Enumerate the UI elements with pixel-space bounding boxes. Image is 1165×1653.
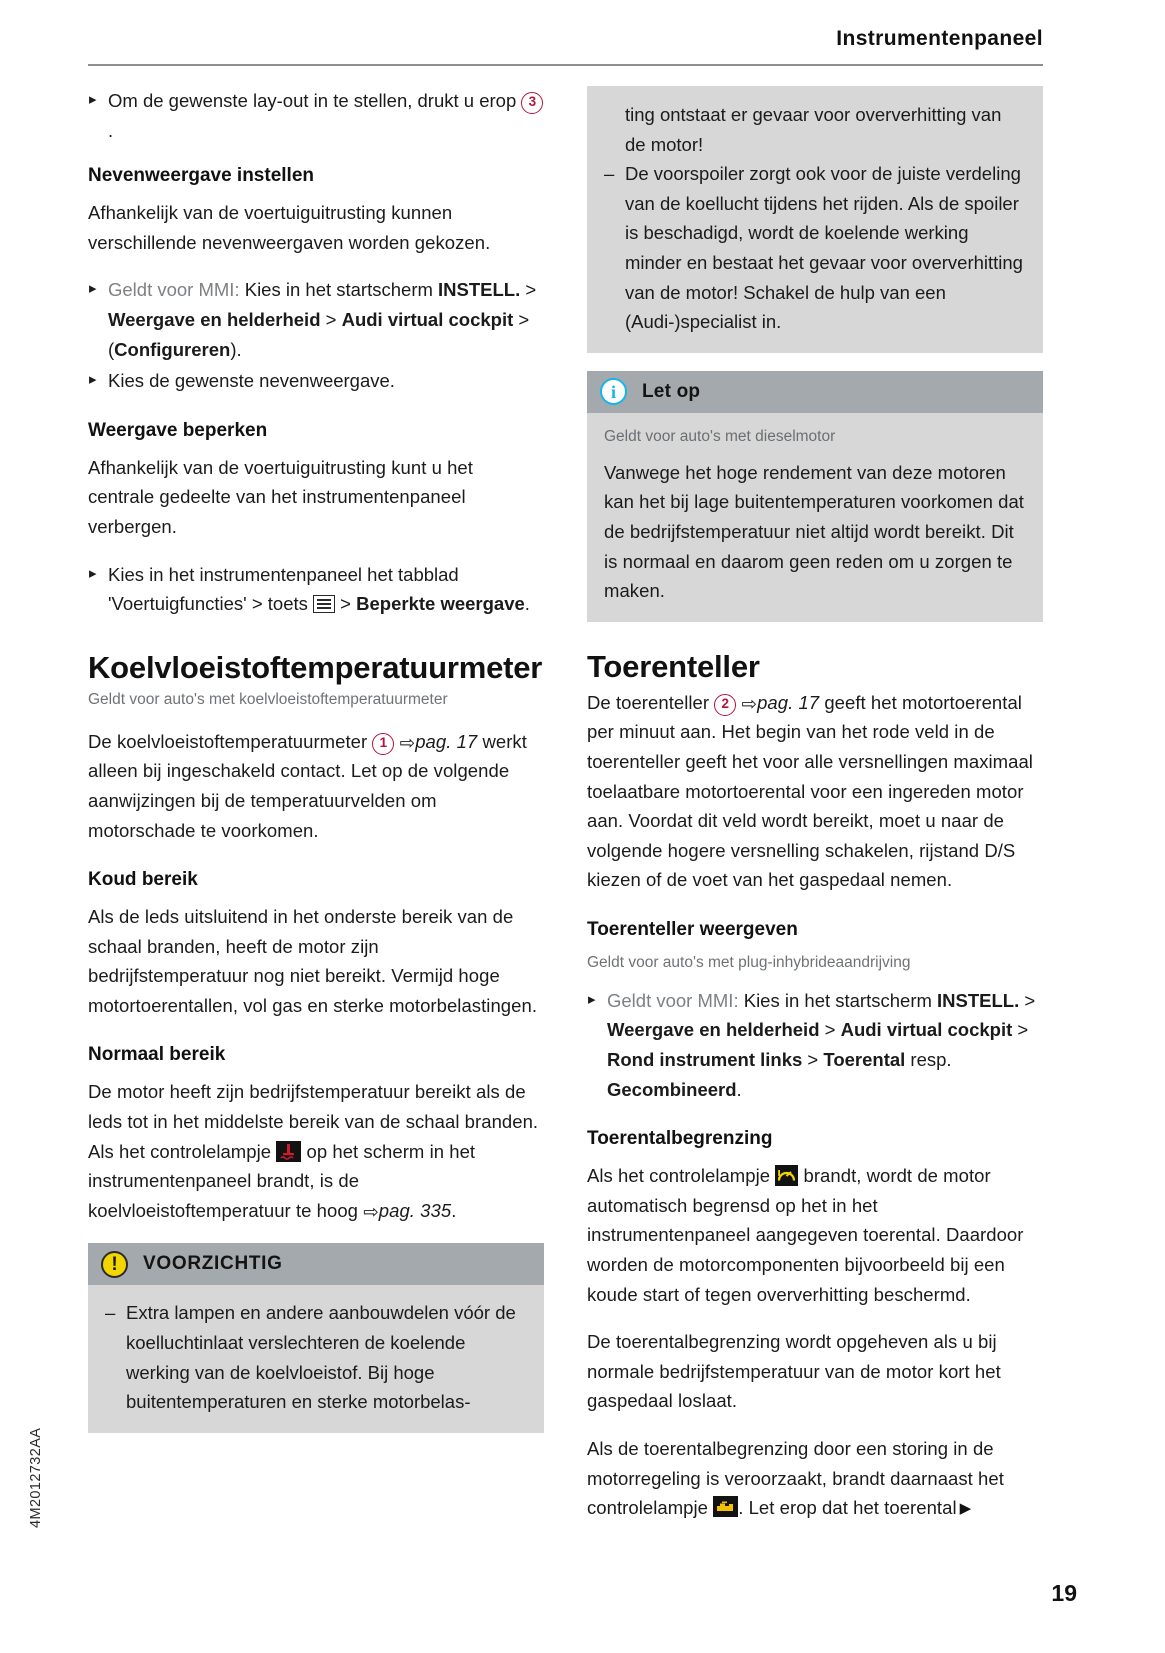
engine-malfunction-warning-icon (713, 1496, 738, 1516)
mmi-path-1: INSTELL. (438, 279, 521, 301)
tabblad-sep: > (335, 593, 357, 615)
subtitle-koelvloeistof: Geldt voor auto's met koelvloeistoftemperatuurmeter (88, 690, 448, 708)
menu-line (317, 603, 331, 605)
continuation-arrow-icon: ▶ (959, 1500, 972, 1518)
list-item: – De voorspoiler zorgt ook voor de juiste verdeling van de koellucht tijdens het rijden. Als de spoiler is beschadigd, wordt de koelende werking minder en bestaat het gevaar voor oververhitting van de motor! Schakel de hulp van een (Audi-)specialist in. (604, 159, 1026, 337)
list-item: – Extra lampen en andere aanbouwdelen vóór de koelluchtinlaat verslechteren de koelende werking van de koelvloeistof. Bij hoge buitentemperaturen en sterke motorbelas- (105, 1298, 527, 1416)
mmi-path-2: Weergave en helderheid (607, 1019, 820, 1041)
caution-continued-list (604, 100, 1026, 337)
reference-number-1: 1 (372, 733, 394, 755)
mmi-end: . (736, 1078, 742, 1100)
page-ref-arrow-icon: ⇨ (363, 1200, 379, 1222)
paragraph-koud-bereik: Als de leds uitsluitend in het onderste bereik van de schaal branden, heeft de motor zijn bedrijfstemperatuur nog niet bereikt. Vermijd hoge motortoerentallen, vol gas en sterke motorbelastingen. (88, 906, 538, 1016)
coolant-temperature-warning-icon (276, 1141, 301, 1162)
paragraph-storing (587, 1434, 1043, 1524)
menu-line (317, 599, 331, 601)
mmi-end: ). (230, 338, 242, 360)
bullet-layout-text: Om de gewenste lay-out in te stellen, drukt u erop (108, 90, 522, 111)
bullet-list-layout (88, 86, 544, 145)
toerenteller-text-1: De toerenteller (587, 691, 715, 713)
mmi-sep-1: > (520, 279, 537, 301)
right-column (587, 86, 1043, 1542)
caution-box-continued (587, 86, 1043, 353)
tabblad-bold: Beperkte weergave (356, 593, 525, 615)
page-reference: pag. 17 (415, 730, 478, 752)
paragraph-toerentalbegrenzing (587, 1161, 1043, 1309)
mmi-path-3: Audi virtual cockpit (341, 308, 514, 330)
caution-box (88, 1243, 544, 1432)
caution-box-title: VOORZICHTIG (143, 1253, 283, 1275)
list-item-kies-nevenweergave: ▸ Kies de gewenste nevenweergave. (88, 366, 544, 396)
heading-koelvloeistoftemperatuurmeter: Koelvloeistoftemperatuurmeter (88, 649, 543, 685)
mmi-sep-4: > (802, 1049, 824, 1071)
mmi-path-6: Gecombineerd (607, 1078, 737, 1100)
mmi-path-4: Configureren (114, 338, 231, 360)
note-box-title: Let op (642, 380, 701, 402)
mmi-path-5: Toerental (823, 1049, 906, 1071)
mmi-text: Kies in het startscherm (738, 989, 938, 1011)
heading-toerenteller: Toerenteller (587, 648, 760, 684)
page-ref-arrow-icon: ⇨ (399, 731, 416, 753)
heading-weergave-beperken: Weergave beperken (88, 419, 268, 441)
list-item-mmi (88, 275, 544, 364)
storing-text-1: Als de toerentalbegrenzing door een storing in de motorregeling is veroorzaakt, brandt daarnaast het controlelampje (587, 1438, 1004, 1519)
paragraph-normaal-bereik (88, 1077, 544, 1225)
document-code: 4M2012732AA (28, 1427, 44, 1528)
mmi-path-1: INSTELL. (937, 989, 1020, 1011)
heading-koud-bereik: Koud bereik (88, 869, 198, 891)
koelvloeistof-text-1: De koelvloeistoftemperatuurmeter (88, 730, 373, 752)
header-title: Instrumentenpaneel (836, 27, 1043, 50)
menu-line (317, 607, 331, 609)
storing-text-2: . Let erop dat het toerental (738, 1497, 957, 1519)
mmi-label: Geldt voor MMI: (108, 279, 240, 301)
left-column (88, 86, 544, 1451)
subtitle-toerenteller-weergeven: Geldt voor auto's met plug-inhybrideaandrijving (587, 953, 911, 971)
reference-number-3: 3 (521, 92, 543, 114)
mmi-path-2: Weergave en helderheid (108, 308, 321, 330)
page-header (88, 26, 1043, 51)
list-item-continued: ting ontstaat er gevaar voor oververhitting van de motor! (625, 104, 1002, 155)
bullet-list-tabblad (88, 560, 544, 619)
bullet-layout-text-after: . (108, 119, 114, 141)
caution-item-list (105, 1298, 527, 1416)
heading-normaal-bereik: Normaal bereik (88, 1044, 226, 1066)
mmi-label: Geldt voor MMI: (607, 989, 739, 1011)
paragraph-opgeheven: De toerentalbegrenzing wordt opgeheven als u bij normale bedrijfstemperatuur van de motor kort het gaspedaal loslaat. (587, 1331, 1001, 1412)
mmi-resp: resp. (905, 1049, 952, 1071)
normaal-text-3: . (451, 1199, 457, 1221)
mmi-path-3: Audi virtual cockpit (840, 1019, 1013, 1041)
list-item (88, 86, 544, 145)
koelvloeistof-text-2: werkt alleen bij ingeschakeld contact. Let op de volgende aanwijzingen bij de temperatuurvelden om motorschade te voorkomen. (88, 730, 527, 841)
mmi-sep-2: > (320, 308, 342, 330)
paragraph-nevenweergave: Afhankelijk van de voertuiguitrusting kunnen verschillende nevenweergaven worden gekozen. (88, 202, 491, 253)
tabblad-text-1: Kies in het instrumentenpaneel het tabblad 'Voertuigfuncties' > toets (108, 563, 459, 615)
page-number: 19 (1051, 1580, 1077, 1606)
note-box-subtitle: Geldt voor auto's met dieselmotor (604, 427, 836, 445)
note-box-text: Vanwege het hoge rendement van deze motoren kan het bij lage buitentemperaturen voorkomen dat de bedrijfstemperatuur niet altijd wordt bereikt. Dit is normaal en daarom geen reden om u zorgen te maken. (604, 461, 1024, 602)
heading-toerentalbegrenzing: Toerentalbegrenzing (587, 1128, 773, 1150)
normaal-text-2: op het scherm in het instrumentenpaneel brandt, is de koelvloeistoftemperatuur te hoog (88, 1140, 476, 1221)
page-reference: pag. 17 (757, 691, 820, 713)
mmi-sep-3: > (1012, 1019, 1029, 1041)
caution-box-header (88, 1243, 544, 1285)
menu-list-icon (313, 595, 335, 613)
mmi-text: Kies in het startscherm (239, 279, 439, 301)
mmi-sep-3: > ( (108, 308, 530, 360)
list-item-tabblad (88, 560, 544, 619)
note-box (587, 371, 1043, 622)
paragraph-weergave-beperken: Afhankelijk van de voertuiguitrusting kunt u het centrale gedeelte van het instrumentenpaneel verbergen. (88, 456, 473, 537)
begrenzing-text-1: Als het controlelampje (587, 1165, 776, 1187)
engine-rpm-warning-icon (775, 1165, 798, 1186)
caution-box-body (88, 1285, 544, 1432)
paragraph-koelvloeistof (88, 727, 544, 845)
toerenteller-text-2: geeft het motortoerental per minuut aan. Het begin van het rode veld in de toerenteller geeft het voor alle versnellingen maximaal toelaatbare motortoerental voor een ingereden motor aan. Voordat dit veld wordt bereikt, moet u naar de volgende hogere versnelling schakelen, rijstand D/S kiezen of de voet van het gaspedaal nemen. (587, 691, 1033, 891)
list-item-mmi (587, 986, 1043, 1104)
normaal-text-1: De motor heeft zijn bedrijfstemperatuur bereikt als de leds tot in het middelste bereik van de schaal branden. Als het controlelampje (88, 1081, 539, 1162)
caution-box-continued-body (587, 86, 1043, 353)
info-icon: i (600, 378, 627, 405)
tabblad-end: . (524, 593, 530, 615)
reference-number-2: 2 (714, 694, 736, 716)
paragraph-toerenteller (587, 688, 1043, 895)
exclamation-warning-icon: ! (101, 1251, 128, 1278)
page-ref-arrow-icon: ⇨ (741, 692, 758, 714)
mmi-sep-2: > (819, 1019, 841, 1041)
begrenzing-text-2: brandt, wordt de motor automatisch begrensd op het in het instrumentenpaneel aangegeven toerental. Daardoor worden de motorcomponenten bijvoorbeeld bij een koude start of tegen oververhitting beschermd. (587, 1165, 1024, 1305)
header-divider (88, 64, 1043, 66)
note-box-header (587, 371, 1043, 413)
bullet-list-mmi-left (88, 275, 544, 395)
bullet-list-mmi-right (587, 986, 1043, 1104)
note-box-body (587, 413, 1043, 622)
heading-toerenteller-weergeven: Toerenteller weergeven (587, 918, 798, 940)
heading-nevenweergave-instellen: Nevenweergave instellen (88, 165, 314, 187)
mmi-path-4: Rond instrument links (607, 1049, 803, 1071)
mmi-sep-1: > (1019, 989, 1036, 1011)
page-reference: pag. 335 (378, 1199, 452, 1221)
